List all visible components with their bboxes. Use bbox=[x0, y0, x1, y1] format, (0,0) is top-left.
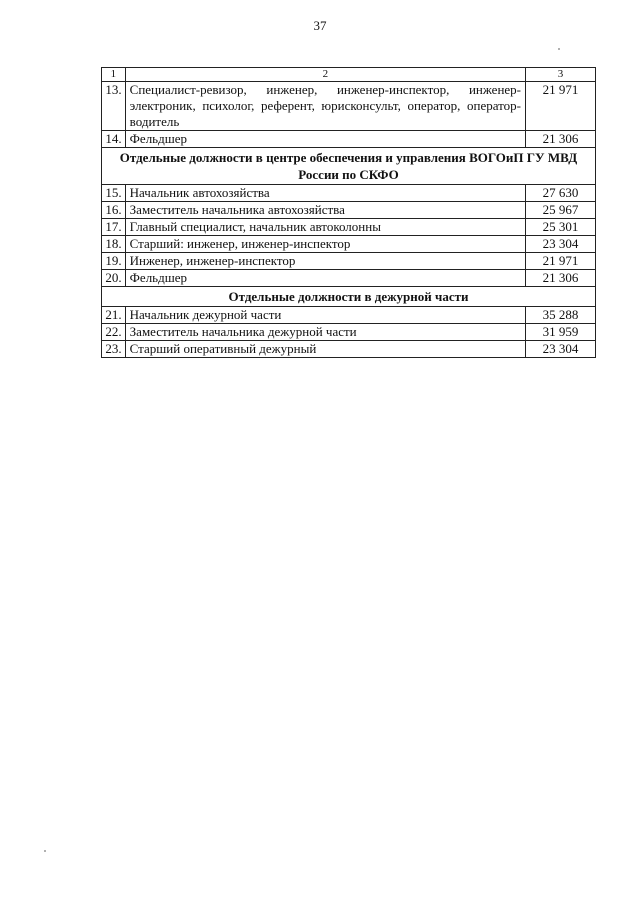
section-title: Отдельные должности в дежурной части bbox=[102, 287, 596, 307]
table-row bbox=[102, 236, 596, 253]
table-row bbox=[102, 270, 596, 287]
table-row bbox=[102, 185, 596, 202]
salary-cell: 23 304 bbox=[526, 236, 596, 253]
column-header-1: 1 bbox=[102, 68, 126, 82]
salary-cell: 25 301 bbox=[526, 219, 596, 236]
row-number: 16. bbox=[102, 202, 126, 219]
page-number: 37 bbox=[313, 18, 327, 33]
salary-cell: 21 971 bbox=[526, 253, 596, 270]
salary-cell: 35 288 bbox=[526, 307, 596, 324]
table-header-row bbox=[102, 68, 596, 82]
salary-cell: 31 959 bbox=[526, 324, 596, 341]
position-cell: Заместитель начальника автохозяйства bbox=[125, 202, 525, 219]
row-number: 15. bbox=[102, 185, 126, 202]
scan-speck bbox=[44, 850, 46, 852]
row-number: 13. bbox=[102, 82, 126, 131]
table-row bbox=[102, 202, 596, 219]
column-header-2: 2 bbox=[125, 68, 525, 82]
salary-cell: 27 630 bbox=[526, 185, 596, 202]
section-title: Отдельные должности в центре обеспечения и управления ВОГОиП ГУ МВД России по СКФО bbox=[102, 148, 596, 185]
row-number: 19. bbox=[102, 253, 126, 270]
table-row bbox=[102, 307, 596, 324]
salary-cell: 25 967 bbox=[526, 202, 596, 219]
position-cell: Главный специалист, начальник автоколонны bbox=[125, 219, 525, 236]
table-row bbox=[102, 253, 596, 270]
table-row bbox=[102, 341, 596, 358]
row-number: 23. bbox=[102, 341, 126, 358]
position-cell: Специалист-ревизор, инженер, инженер-инспектор, инженер-электроник, психолог, референт, юрисконсульт, оператор, оператор-водитель bbox=[125, 82, 525, 131]
row-number: 18. bbox=[102, 236, 126, 253]
position-cell: Старший: инженер, инженер-инспектор bbox=[125, 236, 525, 253]
row-number: 17. bbox=[102, 219, 126, 236]
position-cell: Инженер, инженер-инспектор bbox=[125, 253, 525, 270]
column-header-3: 3 bbox=[526, 68, 596, 82]
salary-table bbox=[101, 67, 596, 358]
position-cell: Фельдшер bbox=[125, 270, 525, 287]
position-cell: Фельдшер bbox=[125, 131, 525, 148]
table-row bbox=[102, 131, 596, 148]
salary-cell: 21 971 bbox=[526, 82, 596, 131]
position-cell: Начальник дежурной части bbox=[125, 307, 525, 324]
row-number: 21. bbox=[102, 307, 126, 324]
position-cell: Начальник автохозяйства bbox=[125, 185, 525, 202]
salary-cell: 21 306 bbox=[526, 131, 596, 148]
row-number: 22. bbox=[102, 324, 126, 341]
row-number: 20. bbox=[102, 270, 126, 287]
salary-cell: 23 304 bbox=[526, 341, 596, 358]
table-row bbox=[102, 82, 596, 131]
salary-cell: 21 306 bbox=[526, 270, 596, 287]
section-header-row bbox=[102, 148, 596, 185]
table-row bbox=[102, 219, 596, 236]
scan-speck bbox=[558, 48, 560, 50]
position-cell: Старший оперативный дежурный bbox=[125, 341, 525, 358]
section-header-row bbox=[102, 287, 596, 307]
table-row bbox=[102, 324, 596, 341]
row-number: 14. bbox=[102, 131, 126, 148]
position-cell: Заместитель начальника дежурной части bbox=[125, 324, 525, 341]
